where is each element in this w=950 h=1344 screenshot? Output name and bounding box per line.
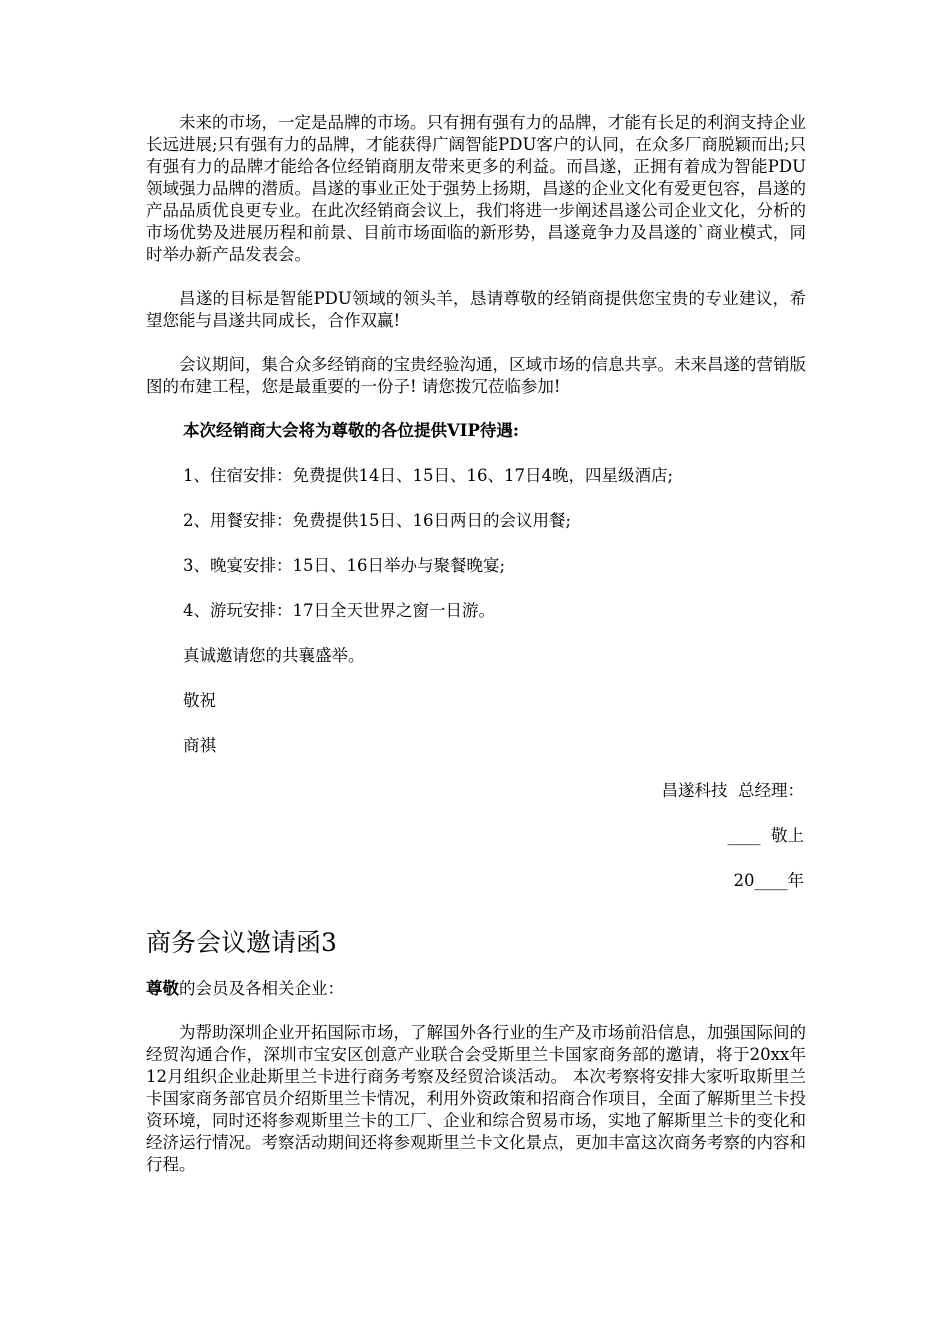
list-item-lodging: 1、住宿安排：免费提供14日、15日、16、17日4晚，四星级酒店; (183, 466, 674, 485)
vip-heading: 本次经销商大会将为尊敬的各位提供VIP待遇: (183, 421, 520, 440)
list-item-meals: 2、用餐安排：免费提供15日、16日两日的会议用餐; (183, 511, 572, 530)
intro-paragraph: 未来的市场，一定是品牌的市场。只有拥有强有力的品牌，才能有长足的利润支持企业长远进展;只有强有力的品牌，才能获得广阔智能PDU客户的认同，在众多厂商脱颖而出;只有强有力的品牌才能给各位经销商朋友带来更多的利益。而昌遂，正拥有着成为智能PDU领域强力品牌的潜质。昌遂的事业正处于强势上扬期，昌遂的企业文化有爱更包容，昌遂的产品品质优良更专业。在此次经销商会议上，我们将进一步阐述昌遂公司企业文化，分析的市场优势及进展历程和前景、目前市场面临的新形势，昌遂竟争力及昌遂的`商业模式，同时举办新产品发表会。 (146, 113, 806, 264)
salutation-rest: 的会员及各相关企业： (179, 979, 344, 998)
salutation (146, 978, 806, 1000)
invitation-line: 真诚邀请您的共襄盛举。 (183, 646, 365, 665)
list-item-tour: 4、游玩安排：17日全天世界之窗一日游。 (183, 601, 495, 620)
signature-company: 昌遂科技 总经理： (661, 781, 804, 800)
section-title: 商务会议邀请函3 (146, 928, 337, 957)
business-trip-paragraph: 为帮助深圳企业开拓国际市场，了解国外各行业的生产及市场前沿信息，加强国际间的经贸沟通合作，深圳市宝安区创意产业联合会受斯里兰卡国家商务部的邀请，将于20xx年12月组织企业赴斯里兰卡进行商务考察及经贸洽谈活动。 本次考察将安排大家听取斯里兰卡国家商务部官员介绍斯里兰卡情况，利用外资政策和招商合作项目，全面了解斯里兰卡投资环境，同时还将参观斯里兰卡的工厂、企业和综合贸易市场，实地了解斯里兰卡的变化和经济运行情况。考察活动期间还将参观斯里兰卡文化景点，更加丰富这次商务考察的内容和行程。 (146, 1023, 806, 1174)
document-page (146, 112, 806, 1176)
signature-line: ____ 敬上 (727, 826, 804, 845)
signature-date: 20____年 (733, 871, 804, 890)
list-item-banquet: 3、晚宴安排：15日、16日举办与聚餐晚宴; (183, 556, 506, 575)
salutation-bold: 尊敬 (146, 979, 179, 998)
regards-line: 敬祝 (183, 691, 216, 710)
meeting-paragraph: 会议期间，集合众多经销商的宝贵经验沟通，区域市场的信息共享。未来昌遂的营销版图的布建工程，您是最重要的一份子! 请您拨冗莅临参加! (146, 355, 806, 396)
goal-paragraph: 昌遂的目标是智能PDU领域的领头羊，恳请尊敬的经销商提供您宝贵的专业建议，希望您能与昌遂共同成长，合作双赢! (146, 289, 806, 330)
business-line: 商祺 (183, 736, 216, 755)
